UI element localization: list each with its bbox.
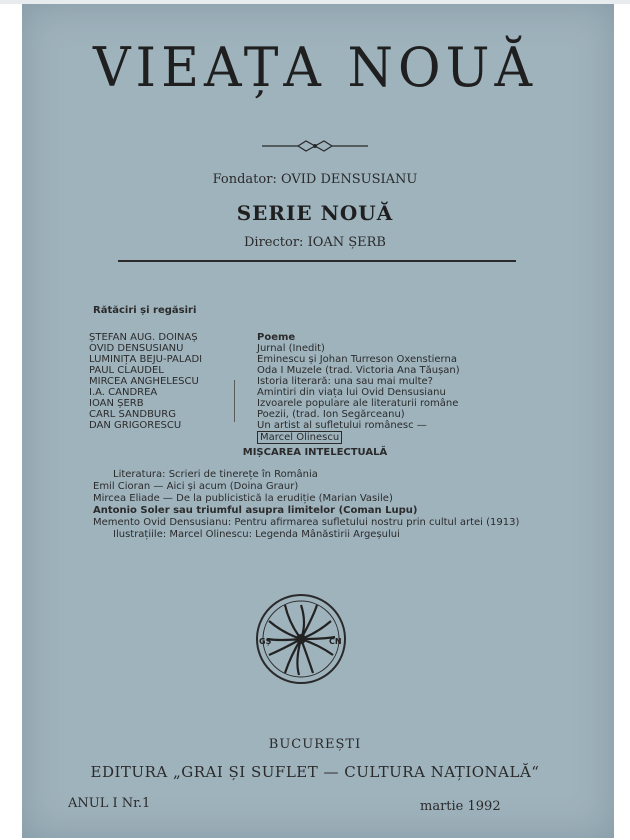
movement-item: Memento Ovid Densusianu: Pentru afirmarea sufletului nostru prin cultul artei (1913): [93, 517, 520, 528]
toc-work: Istoria literară: una sau mai multe?: [257, 376, 433, 387]
toc-work: Poeme: [257, 332, 296, 343]
ornament-divider: [0, 139, 630, 153]
movement-item: Antonio Soler sau triumful asupra limitelor (Coman Lupu): [93, 505, 418, 516]
publisher-emblem-icon: [255, 593, 347, 685]
city-label: BUCUREȘTI: [268, 737, 362, 752]
director-label: Director:: [244, 235, 304, 250]
toc-work: Izvoarele populare ale literaturii române: [257, 398, 459, 409]
toc-work: Eminescu și Johan Turreson Oxenstierna: [257, 354, 457, 365]
toc-author: ȘTEFAN AUG. DOINAȘ: [89, 332, 198, 343]
toc-work: Oda I Muzele (trad. Victoria Ana Tăușan): [257, 365, 460, 376]
issue-label: ANUL I Nr.1: [68, 796, 151, 811]
founder-label: Fondator:: [212, 172, 277, 187]
toc-author: DAN GRIGORESCU: [89, 420, 182, 431]
toc-author: CARL SANDBURG: [89, 409, 176, 420]
movement-heading: MIȘCAREA INTELECTUALĂ: [242, 447, 388, 458]
toc-work: Amintiri din viața lui Ovid Densusianu: [257, 387, 446, 398]
toc-author: I.A. CANDREA: [89, 387, 158, 398]
toc-boxed-name: Marcel Olinescu: [257, 431, 342, 444]
toc-work: Jurnal (Inedit): [257, 343, 325, 354]
movement-item: Literatura: Scrieri de tinerețe în România: [113, 469, 318, 480]
toc-author: IOAN ȘERB: [89, 398, 144, 409]
founder-name: OVID DENSUSIANU: [280, 172, 418, 187]
masthead-title: VIEAȚA NOUĂ: [92, 36, 538, 100]
header-rule: [118, 260, 516, 262]
toc-author: MIRCEA ANGHELESCU: [89, 376, 199, 387]
toc-work: Un artist al sufletului românesc —: [257, 420, 427, 431]
movement-item: Emil Cioran — Aici și acum (Doina Graur): [93, 481, 299, 492]
vertical-mark: [234, 380, 235, 422]
founder-line: [0, 172, 630, 187]
toc-author: OVID DENSUSIANU: [89, 343, 184, 354]
publisher-label: EDITURA „GRAI ȘI SUFLET — CULTURA NAȚIONALĂ“: [90, 763, 540, 781]
director-line: [0, 235, 630, 250]
movement-item: Ilustrațiile: Marcel Olinescu: Legenda Mânăstirii Argeșului: [113, 529, 400, 540]
emblem-left-letters: GȘ: [259, 637, 272, 646]
series-title: SERIE NOUĂ: [236, 201, 394, 225]
toc-author: PAUL CLAUDEL: [89, 365, 164, 376]
movement-item: Mircea Eliade — De la publicistică la erudiție (Marian Vasile): [93, 493, 393, 504]
contents-heading: Rătăciri și regăsiri: [93, 305, 197, 316]
toc-author: LUMINIȚA BEJU-PALADI: [89, 354, 203, 365]
emblem-right-letters: CN: [329, 637, 342, 646]
director-name: IOAN ȘERB: [307, 235, 386, 250]
toc-work: Poezii, (trad. Ion Segărceanu): [257, 409, 405, 420]
date-label: martie 1992: [420, 799, 501, 814]
